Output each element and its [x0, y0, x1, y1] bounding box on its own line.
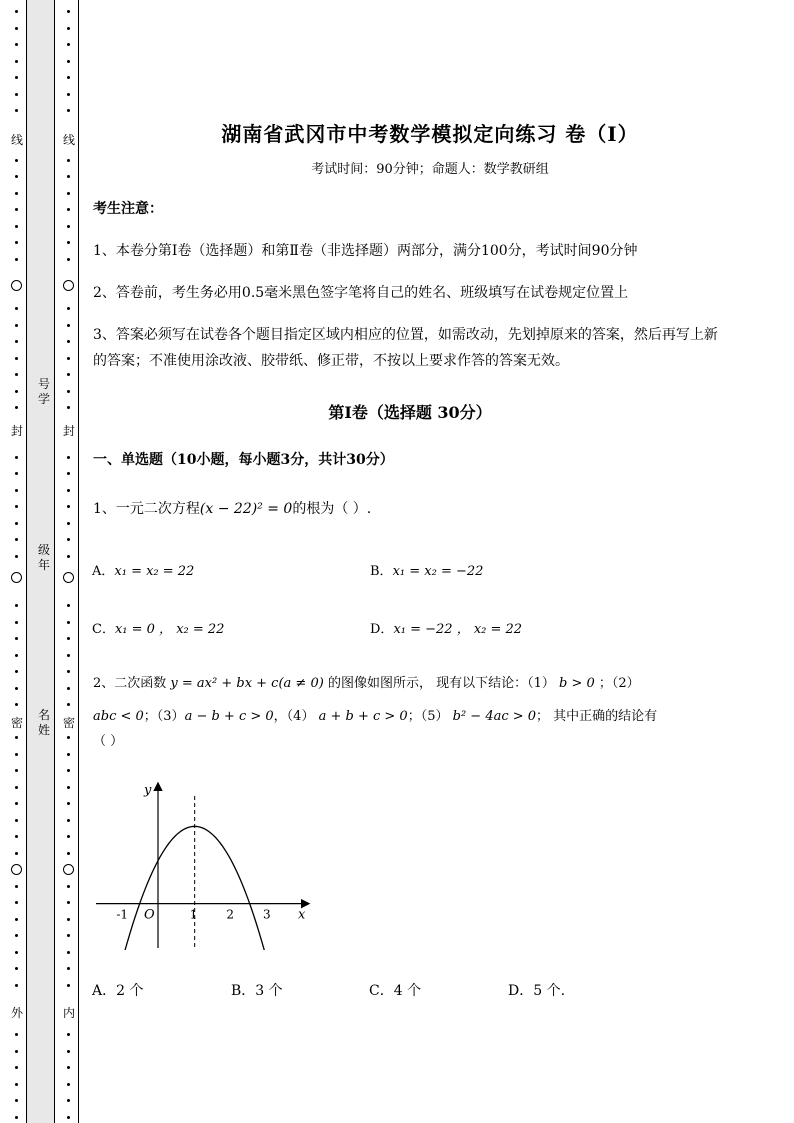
- binding-dot: [67, 1099, 70, 1102]
- q1-stem-prefix: 1、一元二次方程: [93, 501, 200, 517]
- binding-dot: [67, 225, 70, 228]
- binding-dot: [67, 505, 70, 508]
- binding-dot: [67, 934, 70, 937]
- binding-dot: [15, 208, 18, 211]
- binding-dot: [67, 753, 70, 756]
- outer-binding-circle-icon: [11, 864, 22, 875]
- part-heading: 一、单选题（10小题，每小题3分，共计30分）: [93, 452, 394, 468]
- q1-equation: (x − 22)² = 0: [199, 501, 293, 517]
- binding-dot: [67, 76, 70, 79]
- binding-dot: [67, 489, 70, 492]
- binding-dot: [15, 93, 18, 96]
- binding-dot: [67, 241, 70, 244]
- q2-conclusion-3: a − b + c > 0: [184, 709, 274, 724]
- inner-binding-char: 线: [62, 133, 75, 147]
- binding-dot: [67, 109, 70, 112]
- binding-dot: [15, 835, 18, 838]
- y-axis-label: y: [144, 783, 152, 798]
- binding-dot: [15, 984, 18, 987]
- binding-dot: [67, 637, 70, 640]
- section-title: 第I卷（选择题 30分）: [328, 403, 492, 422]
- binding-dot: [67, 1083, 70, 1086]
- binding-dot: [15, 802, 18, 805]
- binding-dot: [15, 1050, 18, 1053]
- class-label: 级年: [37, 543, 50, 572]
- notice-item-3-cont: 的答案；不准使用涂改液、胶带纸、修正带，不按以上要求作答的答案无效。: [93, 353, 569, 369]
- binding-dot: [67, 472, 70, 475]
- q2-conclusion-1: b > 0: [558, 676, 595, 691]
- exam-info: 考试时间：90分钟；命题人：数学教研组: [311, 162, 549, 177]
- binding-dot: [67, 456, 70, 459]
- binding-dot: [15, 538, 18, 541]
- binding-dot: [67, 555, 70, 558]
- student-number-label: 号学: [37, 377, 50, 406]
- binding-dot: [67, 522, 70, 525]
- binding-dot: [15, 951, 18, 954]
- binding-margin: [0, 0, 82, 1123]
- x-tick-labels: [116, 908, 270, 922]
- notice-item-2: 2、答卷前，考生务必用0.5毫米黑色签字笔将自己的姓名、班级填写在试卷规定位置上: [93, 285, 629, 301]
- binding-dot: [67, 192, 70, 195]
- binding-dot: [67, 951, 70, 954]
- binding-dot: [67, 1066, 70, 1069]
- binding-dot: [15, 753, 18, 756]
- binding-dot: [15, 918, 18, 921]
- binding-dot: [15, 192, 18, 195]
- binding-dot: [15, 10, 18, 13]
- q1-option-c: C．x₁ = 0 ， x₂ = 22: [92, 622, 225, 637]
- q2-option-d: D．5 个.: [508, 983, 566, 999]
- binding-dot: [67, 918, 70, 921]
- binding-dot: [67, 27, 70, 30]
- binding-dot: [15, 489, 18, 492]
- binding-dot: [15, 390, 18, 393]
- binding-dot: [67, 390, 70, 393]
- binding-dot: [15, 109, 18, 112]
- binding-dot: [15, 307, 18, 310]
- binding-dot: [15, 241, 18, 244]
- outer-binding-char: 外: [10, 1006, 23, 1020]
- binding-dot: [67, 802, 70, 805]
- notice-item-3: 3、答案必须写在试卷各个题目指定区域内相应的位置，如需改动，先划掉原来的答案，然后再写上新: [93, 327, 718, 343]
- binding-dot: [15, 901, 18, 904]
- q2-option-c: C．4 个: [369, 983, 422, 999]
- binding-dot: [15, 736, 18, 739]
- inner-binding-circle-icon: [63, 864, 74, 875]
- x-tick-label: 1: [189, 907, 198, 922]
- binding-dot: [67, 1033, 70, 1036]
- inner-binding-char: 封: [62, 424, 75, 438]
- binding-dot: [67, 538, 70, 541]
- binding-dot: [67, 1116, 70, 1119]
- binding-dot: [15, 60, 18, 63]
- binding-dot: [15, 621, 18, 624]
- binding-dot: [67, 901, 70, 904]
- binding-dot: [15, 76, 18, 79]
- binding-dot: [15, 1083, 18, 1086]
- parabola-graph: [92, 780, 312, 950]
- binding-dot: [15, 819, 18, 822]
- binding-dot: [67, 769, 70, 772]
- question-2-line-1: 2、二次函数 y = ax² + bx + c(a ≠ 0) 的图像如图所示， 现有以下结论：（1） b > 0 ；（2）: [93, 676, 640, 691]
- binding-dot: [15, 225, 18, 228]
- binding-dot: [67, 159, 70, 162]
- outer-binding-char: 封: [10, 424, 23, 438]
- binding-dot: [67, 687, 70, 690]
- binding-dot: [67, 819, 70, 822]
- binding-dot: [67, 604, 70, 607]
- binding-dot: [15, 852, 18, 855]
- q2-conclusion-2: abc < 0: [93, 709, 144, 724]
- binding-dot: [15, 406, 18, 409]
- binding-dot: [15, 1033, 18, 1036]
- binding-dot: [15, 505, 18, 508]
- binding-dot: [67, 93, 70, 96]
- q1-option-d: D．x₁ = −22 ， x₂ = 22: [370, 622, 523, 637]
- binding-dot: [15, 1066, 18, 1069]
- notice-item-1: 1、本卷分第I卷（选择题）和第Ⅱ卷（非选择题）两部分，满分100分，考试时间90分钟: [93, 243, 638, 259]
- binding-dot: [67, 340, 70, 343]
- binding-dot: [15, 340, 18, 343]
- binding-dot: [67, 885, 70, 888]
- inner-binding-char: 内: [62, 1006, 75, 1020]
- binding-dot: [67, 967, 70, 970]
- binding-dot: [15, 324, 18, 327]
- binding-dot: [67, 373, 70, 376]
- outer-binding-circle-icon: [11, 572, 22, 583]
- q1-option-b: B．x₁ = x₂ = −22: [370, 564, 484, 579]
- binding-dot: [67, 621, 70, 624]
- binding-dot: [67, 852, 70, 855]
- outer-binding-circle-icon: [11, 280, 22, 291]
- binding-dot: [67, 654, 70, 657]
- binding-dot: [15, 159, 18, 162]
- binding-dot: [15, 373, 18, 376]
- outer-binding-char: 线: [10, 133, 23, 147]
- page-title: 湖南省武冈市中考数学模拟定向练习 卷（Ⅰ）: [221, 122, 639, 146]
- binding-dot: [15, 1116, 18, 1119]
- binding-dot: [15, 555, 18, 558]
- x-tick-label: -1: [116, 907, 129, 922]
- inner-dotted-line: [62, 0, 76, 1123]
- inner-binding-circle-icon: [63, 280, 74, 291]
- binding-dot: [15, 687, 18, 690]
- binding-dot: [67, 60, 70, 63]
- outer-dotted-line: [10, 0, 24, 1123]
- binding-dot: [15, 522, 18, 525]
- q2-conclusion-5: b² − 4ac > 0: [452, 709, 537, 724]
- binding-dot: [15, 456, 18, 459]
- q1-stem-suffix: 的根为（ ）.: [292, 501, 372, 517]
- q1-option-a: A．x₁ = x₂ = 22: [92, 564, 195, 579]
- binding-dot: [15, 472, 18, 475]
- outer-binding-char: 密: [10, 716, 23, 730]
- question-1-stem: [93, 497, 371, 521]
- binding-dot: [67, 357, 70, 360]
- binding-rule: [78, 0, 79, 1123]
- binding-dot: [15, 1099, 18, 1102]
- binding-dot: [67, 703, 70, 706]
- origin-label: O: [144, 907, 155, 923]
- binding-dot: [15, 885, 18, 888]
- binding-dot: [67, 984, 70, 987]
- binding-dot: [15, 357, 18, 360]
- notice-heading: 考生注意：: [93, 201, 163, 217]
- binding-dot: [15, 670, 18, 673]
- binding-dot: [15, 769, 18, 772]
- binding-dot: [15, 654, 18, 657]
- binding-dot: [15, 934, 18, 937]
- inner-binding-circle-icon: [63, 572, 74, 583]
- binding-dot: [15, 967, 18, 970]
- question-2-blank: （ ）: [93, 734, 124, 749]
- binding-dot: [15, 703, 18, 706]
- question-2-line-2: abc < 0；（3）a − b + c > 0，（4） a + b + c > 0；（5） b² − 4ac > 0； 其中正确的结论有: [93, 709, 658, 724]
- binding-dot: [15, 604, 18, 607]
- binding-dot: [15, 786, 18, 789]
- x-axis-label: x: [298, 907, 306, 923]
- binding-dot: [67, 786, 70, 789]
- binding-dot: [67, 208, 70, 211]
- binding-dot: [67, 43, 70, 46]
- x-tick-label: 3: [263, 907, 271, 922]
- binding-dot: [15, 258, 18, 261]
- q2-option-a: A．2 个: [92, 983, 144, 999]
- binding-dot: [15, 175, 18, 178]
- q2-conclusion-4: a + b + c > 0: [318, 709, 408, 724]
- binding-dot: [67, 10, 70, 13]
- binding-dot: [67, 670, 70, 673]
- binding-dot: [67, 307, 70, 310]
- binding-dot: [67, 1050, 70, 1053]
- binding-dot: [67, 406, 70, 409]
- binding-dot: [67, 324, 70, 327]
- q2-function: y = ax² + bx + c(a ≠ 0): [170, 676, 324, 691]
- binding-dot: [67, 175, 70, 178]
- binding-dot: [67, 835, 70, 838]
- binding-dot: [15, 637, 18, 640]
- binding-dot: [67, 258, 70, 261]
- binding-dot: [67, 736, 70, 739]
- x-tick-label: 2: [226, 907, 234, 922]
- binding-dot: [15, 43, 18, 46]
- inner-binding-char: 密: [62, 716, 75, 730]
- binding-dot: [15, 27, 18, 30]
- q2-option-b: B．3 个: [231, 983, 283, 999]
- name-label: 名姓: [37, 708, 50, 737]
